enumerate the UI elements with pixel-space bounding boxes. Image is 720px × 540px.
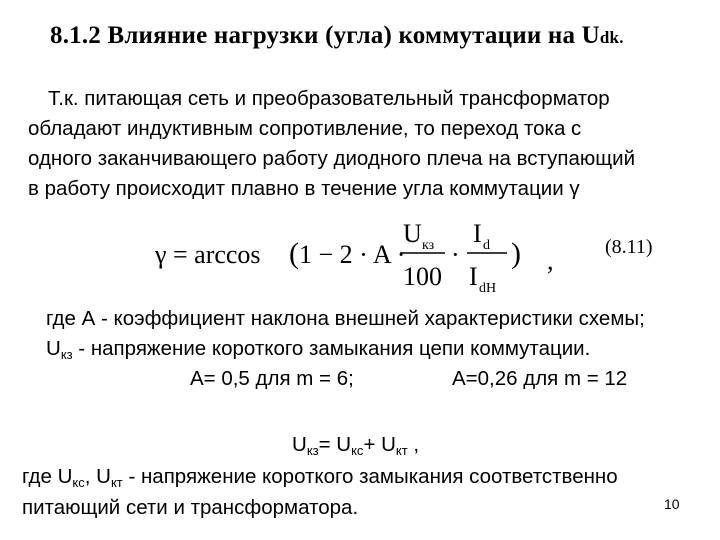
formula-one-minus: 1 − 2 · A · bbox=[299, 240, 406, 269]
formula-comma: , bbox=[547, 246, 554, 275]
numerator-i: I bbox=[473, 219, 482, 248]
paragraph-line-3: одного заканчивающего работу диодного плеча на вступающий bbox=[28, 147, 636, 170]
last-line: питающий сети и трансформатора. bbox=[22, 496, 359, 519]
sum-u3-sub: кт bbox=[395, 443, 408, 458]
page-number: 10 bbox=[664, 496, 680, 512]
where-rest: - напряжение короткого замыкания соответственно bbox=[122, 465, 618, 488]
commutation-angle-formula bbox=[155, 205, 575, 300]
denominator-100: 100 bbox=[403, 262, 442, 291]
sum-u1: U bbox=[292, 433, 307, 456]
sum-u1-sub: кз bbox=[306, 443, 319, 458]
ukz-subscript: кз bbox=[60, 347, 73, 362]
equation-number: (8.11) bbox=[605, 236, 653, 258]
denominator-i-sub: dH bbox=[479, 281, 497, 296]
slide-title bbox=[50, 22, 624, 50]
slide-title-subscript: dk. bbox=[599, 28, 624, 47]
where-ukc-sub: кс bbox=[72, 475, 85, 490]
left-paren: ( bbox=[289, 237, 299, 270]
formula-lhs: γ = arccos bbox=[155, 240, 261, 269]
where-a-line: где А - коэффициент наклона внешней характеристики схемы; bbox=[46, 307, 645, 330]
where-sep: , U bbox=[84, 465, 111, 488]
denominator-i: I bbox=[469, 262, 478, 291]
where-ukc-ukt-line bbox=[22, 462, 618, 494]
a-value-m6: А= 0,5 для m = 6; bbox=[190, 367, 354, 390]
formula-svg bbox=[155, 205, 575, 300]
slide-title-text: 8.1.2 Влияние нагрузки (угла) коммутации на U bbox=[50, 22, 600, 49]
numerator-u-sub: кз bbox=[422, 238, 435, 253]
formula-dot: · bbox=[451, 240, 460, 269]
voltage-sum-formula bbox=[292, 430, 419, 462]
paragraph-line-1: Т.к. питающая сеть и преобразовательный трансформатор bbox=[48, 87, 610, 110]
where-start: где U bbox=[22, 465, 73, 488]
right-paren: ) bbox=[511, 237, 521, 270]
sum-plus: + U bbox=[363, 433, 396, 456]
where-ukt-sub: кт bbox=[110, 475, 123, 490]
sum-tail: , bbox=[407, 433, 420, 456]
sum-u2-sub: кс bbox=[351, 443, 364, 458]
paragraph-line-2: обладают индуктивным сопротивление, то переход тока с bbox=[28, 117, 582, 140]
numerator-u: U bbox=[403, 219, 422, 248]
ukz-label: U bbox=[46, 337, 61, 360]
a-value-m12: А=0,26 для m = 12 bbox=[452, 367, 628, 390]
paragraph-line-4: в работу происходит плавно в течение угла коммутации γ bbox=[28, 177, 580, 200]
ukz-line bbox=[46, 334, 590, 366]
numerator-i-sub: d bbox=[483, 238, 490, 253]
ukz-text: - напряжение короткого замыкания цепи коммутации. bbox=[72, 337, 591, 360]
sum-eq: = U bbox=[318, 433, 352, 456]
